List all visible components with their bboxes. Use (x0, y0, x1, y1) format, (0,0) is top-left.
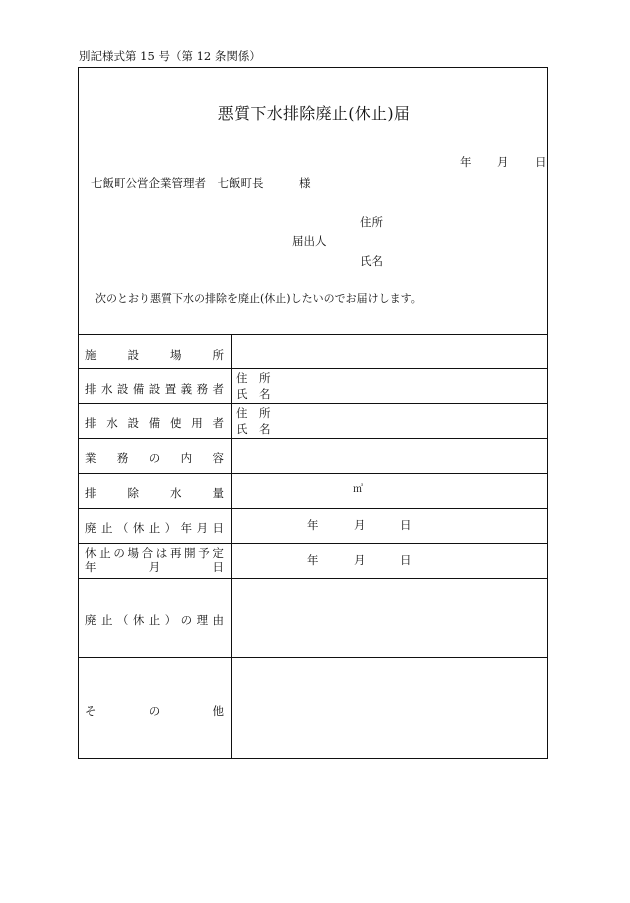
row-divider (79, 578, 547, 579)
resumption-year: 年 (307, 553, 319, 567)
label-char: （ (116, 613, 129, 627)
label-reason (85, 612, 224, 628)
notification-form (78, 67, 548, 759)
label-char: の (180, 613, 193, 627)
label-char: 者 (212, 416, 224, 430)
label-char: 排 (85, 382, 97, 396)
row-divider (79, 438, 547, 439)
label-business-content (85, 450, 224, 466)
label-char: 用 (191, 416, 203, 430)
label-char: 止 (99, 546, 111, 560)
label-char: 備 (148, 416, 161, 430)
label-char: 除 (127, 486, 139, 500)
obligor-name-label: 氏 名 (236, 387, 271, 401)
label-char: 止 (100, 521, 113, 535)
obligor-address-label: 住 所 (236, 371, 271, 385)
abolition-year: 年 (307, 518, 319, 532)
label-char: 日 (212, 521, 224, 535)
row-divider (79, 403, 547, 404)
label-char: 年 (180, 521, 193, 535)
label-char: 理 (196, 613, 209, 627)
label-installation-obligor (85, 381, 224, 397)
label-char: 設 (148, 382, 161, 396)
label-char: 設 (127, 416, 139, 430)
label-char: 水 (100, 382, 113, 396)
statement-text: 次のとおり悪質下水の排除を廃止(休止)したいのでお届けします。 (95, 292, 422, 305)
label-char: 排 (85, 486, 97, 500)
label-char: 施 (85, 348, 97, 362)
label-char: の (148, 704, 161, 718)
label-char: 場 (170, 348, 182, 362)
label-char: 備 (132, 382, 145, 396)
label-char: 休 (132, 521, 145, 535)
column-divider (231, 334, 232, 759)
label-resumption-date (85, 546, 224, 574)
label-char: 内 (180, 451, 193, 465)
label-char: 他 (212, 704, 224, 718)
row-divider (79, 508, 547, 509)
volume-unit: ㎥ (353, 484, 363, 495)
label-char: 量 (212, 486, 224, 500)
label-equipment-user (85, 415, 224, 431)
label-char: 止 (148, 521, 161, 535)
applicant-label: 届出人 (292, 234, 327, 248)
abolition-day: 日 (400, 518, 412, 532)
label-char: 廃 (85, 613, 97, 627)
row-divider (79, 473, 547, 474)
label-char: 者 (212, 382, 224, 396)
label-char: 予 (198, 546, 210, 560)
user-name-label: 氏 名 (236, 422, 271, 436)
label-char: 日 (212, 560, 224, 574)
resumption-month: 月 (354, 553, 366, 567)
label-char: ） (164, 521, 177, 535)
label-char: 設 (127, 348, 139, 362)
label-char: 廃 (85, 521, 97, 535)
resumption-day: 日 (400, 553, 412, 567)
label-char: ） (164, 613, 177, 627)
label-abolition-date (85, 520, 224, 536)
label-char: 置 (164, 382, 177, 396)
label-char: （ (116, 521, 129, 535)
label-char: の (113, 546, 125, 560)
label-char: 義 (180, 382, 193, 396)
row-divider (79, 543, 547, 544)
label-char: 月 (196, 521, 209, 535)
label-char: 業 (85, 451, 97, 465)
label-char: 年 (85, 560, 97, 574)
label-char: 水 (170, 486, 182, 500)
label-char: 再 (169, 546, 182, 560)
document-title: 悪質下水排除廃止(休止)届 (217, 104, 411, 123)
label-char: 定 (212, 546, 224, 560)
label-char: そ (85, 704, 97, 718)
label-char: の (148, 451, 161, 465)
label-char: 止 (148, 613, 161, 627)
date-month: 月 (497, 155, 509, 169)
user-address-label: 住 所 (236, 406, 271, 420)
applicant-name-label: 氏名 (360, 254, 383, 268)
label-char: 合 (141, 546, 154, 560)
table-top-line (79, 334, 547, 335)
label-char: 休 (85, 546, 97, 560)
label-char: 務 (196, 382, 209, 396)
label-char: 場 (127, 546, 139, 560)
label-char: 休 (132, 613, 145, 627)
applicant-address-label: 住所 (360, 215, 383, 229)
row-divider (79, 368, 547, 369)
date-day: 日 (535, 155, 547, 169)
label-char: 水 (106, 416, 118, 430)
label-other (85, 703, 224, 719)
row-divider (79, 657, 547, 658)
label-char: 開 (184, 546, 196, 560)
label-char: は (155, 546, 168, 560)
label-char: 設 (116, 382, 129, 396)
label-char: 務 (116, 451, 129, 465)
label-char: 月 (148, 560, 161, 574)
label-char: 使 (170, 416, 182, 430)
label-char: 排 (85, 416, 97, 430)
addressee-honorific: 様 (299, 176, 311, 190)
date-year: 年 (460, 155, 472, 169)
label-facility-location (85, 347, 224, 363)
label-char: 容 (212, 451, 224, 465)
label-char: 止 (100, 613, 113, 627)
label-discharge-volume (85, 485, 224, 501)
label-char: 由 (212, 613, 224, 627)
abolition-month: 月 (354, 518, 366, 532)
addressee-name: 七飯町公営企業管理者 七飯町長 (91, 176, 264, 190)
label-char: 所 (212, 348, 224, 362)
form-number-label: 別記様式第 15 号（第 12 条関係） (79, 49, 261, 63)
